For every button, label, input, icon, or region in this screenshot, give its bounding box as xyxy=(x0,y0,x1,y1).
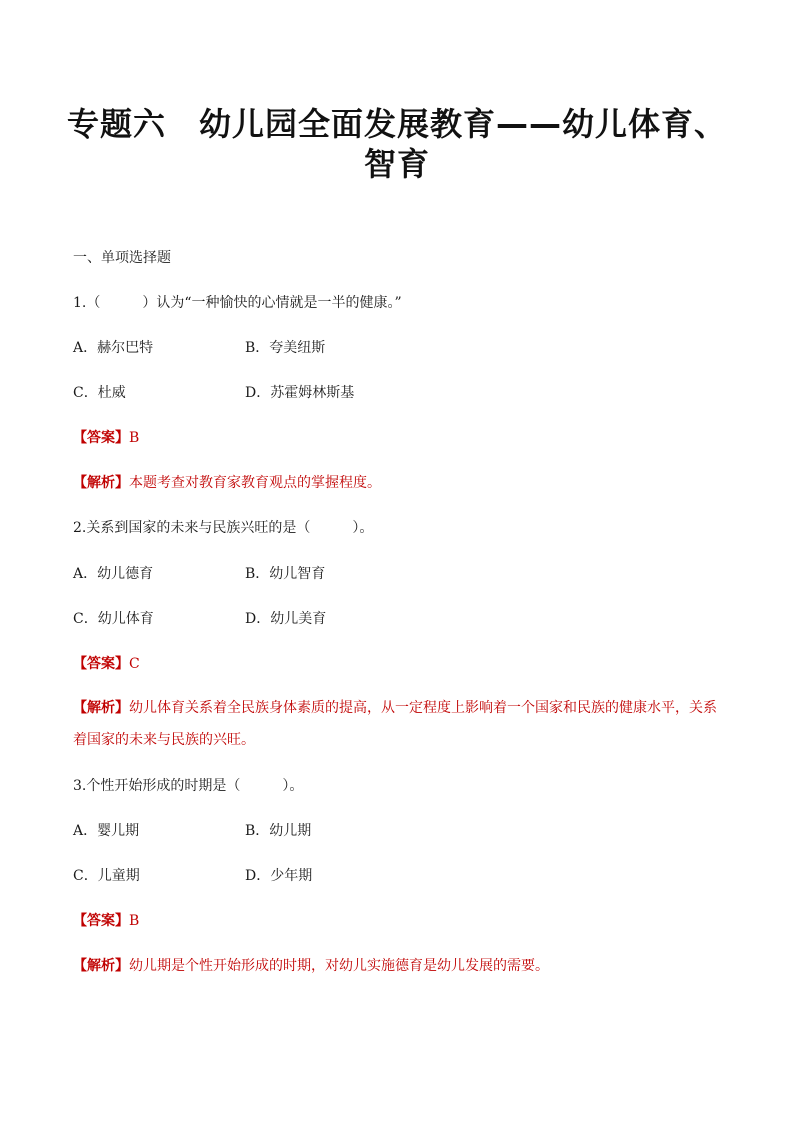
explanation-text: 幼儿体育关系着全民族身体素质的提高，从一定程度上影响着一个国家和民族的健康水平，关系着国家的未来与民族的兴旺。 xyxy=(73,700,717,748)
question-1-option-a: A．赫尔巴特 xyxy=(73,340,154,356)
section-heading: 一、单项选择题 xyxy=(73,250,171,266)
question-1-explanation xyxy=(73,473,381,493)
question-1-option-d: D．苏霍姆林斯基 xyxy=(245,385,355,401)
question-3-answer xyxy=(73,911,139,931)
explanation-tag: 【解析】 xyxy=(73,700,129,716)
question-3-option-c: C．儿童期 xyxy=(73,868,140,884)
question-1-stem: 1.（ ）认为“一种愉快的心情就是一半的健康。” xyxy=(73,295,402,311)
question-1-option-c: C．杜威 xyxy=(73,385,126,401)
question-2-option-c: C．幼儿体育 xyxy=(73,611,154,627)
answer-value: B xyxy=(129,430,140,446)
explanation-tag: 【解析】 xyxy=(73,958,129,974)
page-title-line2: 智育 xyxy=(363,145,430,183)
page-title-line1: 专题六 幼儿园全面发展教育——幼儿体育、 xyxy=(66,105,727,143)
question-1-option-b: B．夸美纽斯 xyxy=(245,340,326,356)
answer-value: B xyxy=(129,913,140,929)
question-2-answer xyxy=(73,654,140,674)
question-2-option-a: A．幼儿德育 xyxy=(73,566,154,582)
question-2-stem: 2.关系到国家的未来与民族兴旺的是（ ）。 xyxy=(73,520,374,536)
question-3-option-b: B．幼儿期 xyxy=(245,823,312,839)
question-2-option-d: D．幼儿美育 xyxy=(245,611,327,627)
question-3-explanation xyxy=(73,956,549,976)
answer-tag: 【答案】 xyxy=(73,913,129,929)
question-1-answer xyxy=(73,428,139,448)
question-3-option-d: D．少年期 xyxy=(245,868,313,884)
explanation-text: 幼儿期是个性开始形成的时期，对幼儿实施德育是幼儿发展的需要。 xyxy=(129,958,549,974)
answer-tag: 【答案】 xyxy=(73,656,129,672)
question-3-stem: 3.个性开始形成的时期是（ ）。 xyxy=(73,778,304,794)
explanation-text: 本题考查对教育家教育观点的掌握程度。 xyxy=(129,475,381,491)
question-3-option-a: A．婴儿期 xyxy=(73,823,140,839)
question-2-option-b: B．幼儿智育 xyxy=(245,566,326,582)
answer-tag: 【答案】 xyxy=(73,430,129,446)
question-2-explanation xyxy=(73,692,723,756)
explanation-tag: 【解析】 xyxy=(73,475,129,491)
answer-value: C xyxy=(129,656,140,672)
